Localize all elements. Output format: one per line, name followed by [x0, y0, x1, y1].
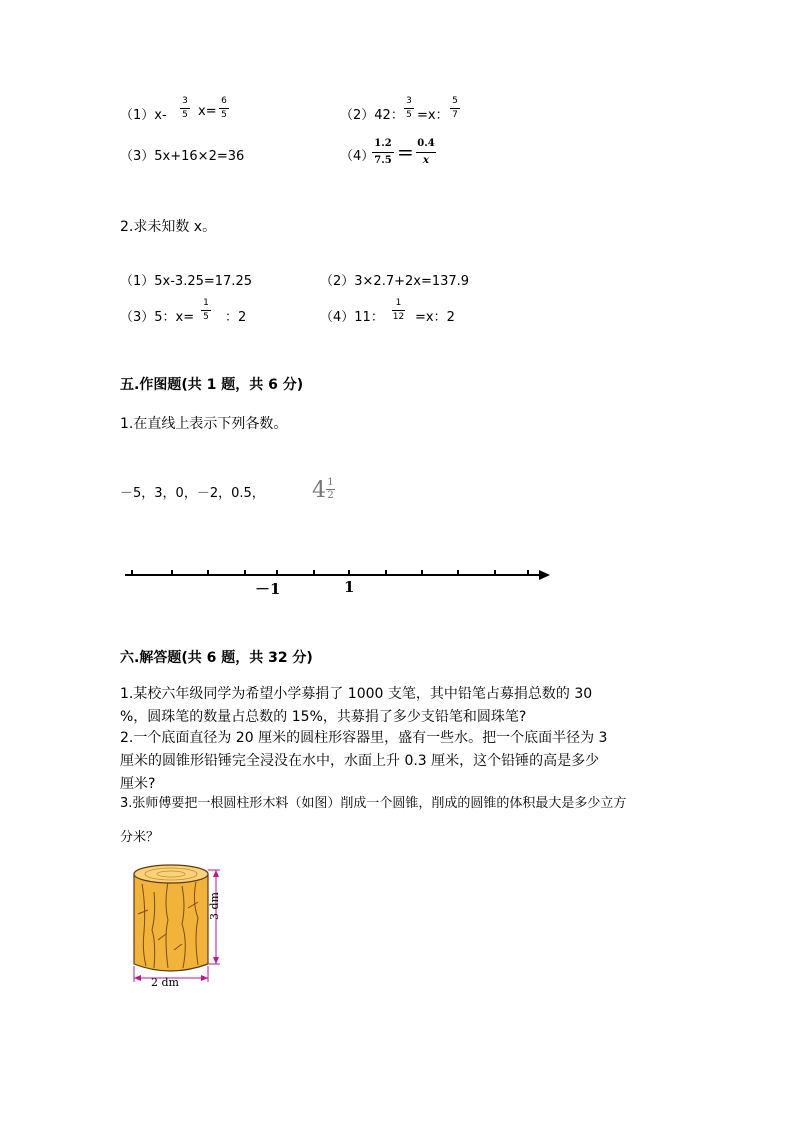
eq4-fraction-2: 0.4 x	[417, 138, 435, 166]
width-label: 2 dm	[151, 976, 179, 989]
eq2-mid: =x：	[417, 108, 449, 123]
section6-q3: 3.张师傅要把一根圆柱形木料（如图）削成一个圆锥，削成的圆锥的体积最大是多少立方 分米？	[120, 796, 627, 845]
q2-eq1: （1）5x-3.25=17.25	[120, 274, 252, 289]
eq2-prefix: （2）42：	[340, 108, 404, 123]
q2-eq4-fraction: 1 12	[392, 298, 405, 322]
equation-3: （3）5x+16×2=36	[120, 149, 245, 164]
q2-eq3-suffix: ：2	[225, 310, 247, 325]
arrow-right-icon	[201, 975, 208, 981]
mixed-fraction: 1 2	[327, 477, 334, 501]
label-1: 1	[344, 578, 355, 596]
section5-title: 五.作图题(共 1 题，共 6 分)	[120, 377, 304, 393]
section6-q1: 1.某校六年级同学为希望小学募捐了 1000 支笔，其中铅笔占募捐总数的 30 %，圆珠笔的数量占总数的 15%，共募捐了多少支铅笔和圆珠笔?	[120, 686, 593, 725]
arrow-left-icon	[134, 975, 141, 981]
number-list: －5，3，0，－2，0.5，	[120, 486, 265, 501]
eq1-fraction-1: 3 5	[180, 97, 190, 120]
number-line	[118, 560, 558, 605]
height-label: 3 dm	[208, 892, 221, 920]
q2-eq3-fraction: 1 5	[201, 299, 211, 322]
eq4-fraction-1: 1.2 7.5	[372, 139, 394, 166]
eq2-fraction-1: 3 5	[404, 97, 414, 120]
section6-title: 六.解答题(共 6 题，共 32 分)	[120, 650, 313, 666]
arrow-right-icon	[539, 570, 550, 580]
q2-title: 2.求未知数 x。	[120, 219, 217, 235]
eq2-fraction-2: 5 7	[450, 97, 460, 120]
eq4-prefix: （4）	[340, 149, 375, 164]
section5-q1: 1.在直线上表示下列各数。	[120, 416, 288, 432]
label-neg1: －1	[255, 580, 281, 598]
q2-eq3-prefix: （3）5：x=	[120, 310, 195, 325]
eq1-fraction-2: 6 5	[219, 97, 229, 120]
mixed-whole: 4	[312, 478, 326, 503]
arrow-up-icon	[213, 870, 219, 877]
q2-eq2: （2）3×2.7+2x=137.9	[320, 274, 470, 289]
eq1-prefix: （1）x-	[120, 108, 167, 123]
q2-eq4-prefix: （4）11：	[320, 310, 384, 325]
eq4-equals: =	[397, 140, 414, 164]
q2-eq4-suffix: =x：2	[415, 310, 455, 325]
section6-q2: 2.一个底面直径为 20 厘米的圆柱形容器里，盛有一些水。把一个底面半径为 3 厘米的圆锥形铅锤完全浸没在水中，水面上升 0.3 厘米，这个铅锤的高是多少 厘米?	[120, 730, 608, 792]
wood-log-figure	[128, 862, 238, 992]
arrow-down-icon	[213, 957, 219, 964]
eq1-mid: x=	[198, 104, 217, 119]
